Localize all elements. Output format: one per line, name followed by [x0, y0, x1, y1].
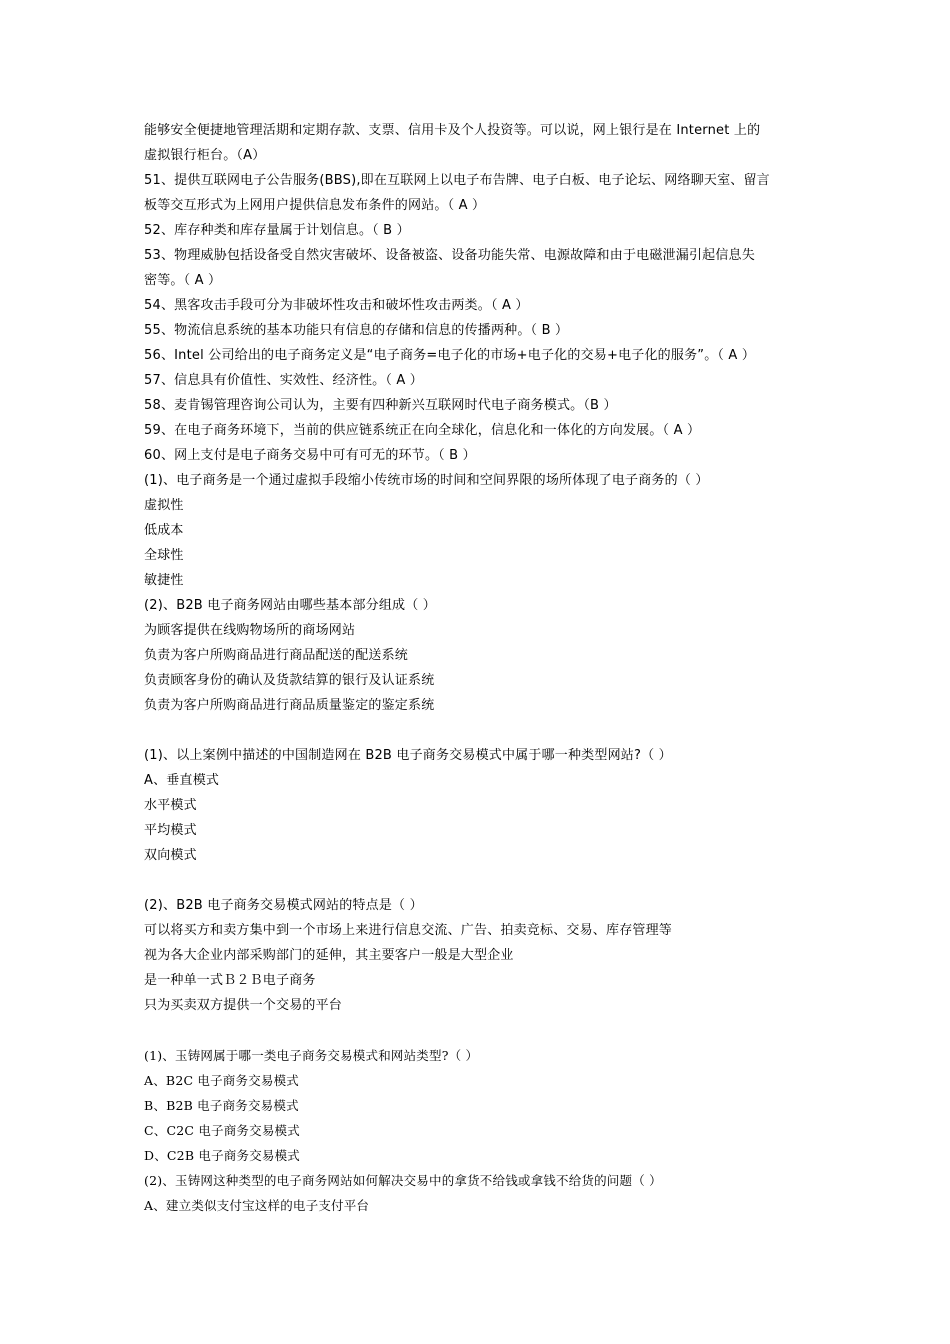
option-line: 负责为客户所购商品进行商品质量鉴定的鉴定系统: [144, 698, 435, 713]
question-60: 60、网上支付是电子商务交易中可有可无的环节。（ B ）: [144, 448, 476, 463]
option-line: 敏捷性: [144, 573, 184, 588]
option-line: 双向模式: [144, 848, 197, 863]
option-line: 低成本: [144, 523, 184, 538]
choice-question: (1)、电子商务是一个通过虚拟手段缩小传统市场的时间和空间界限的场所体现了电子商务的（ ）: [144, 473, 709, 488]
option-line: 虚拟性: [144, 498, 184, 513]
option-line: A、垂直模式: [144, 773, 220, 788]
choice-question: (2)、B2B 电子商务网站由哪些基本部分组成（ ）: [144, 598, 436, 613]
choice-question: (2)、B2B 电子商务交易模式网站的特点是（ ）: [144, 898, 423, 913]
question-59: 59、在电子商务环境下，当前的供应链系统正在向全球化，信息化和一体化的方向发展。（ A ）: [144, 423, 701, 438]
blank-line: [144, 868, 814, 893]
question-55: 55、物流信息系统的基本功能只有信息的存储和信息的传播两种。（ B ）: [144, 323, 569, 338]
option-line: 为顾客提供在线购物场所的商场网站: [144, 623, 356, 638]
choice-question: (1)、玉铸网属于哪一类电子商务交易模式和网站类型?（ ）: [144, 1048, 479, 1063]
option-line: A、建立类似支付宝这样的电子支付平台: [144, 1198, 370, 1213]
question-51: 51、提供互联网电子公告服务(BBS),即在互联网上以电子布告牌、电子白板、电子论坛、网络聊天室、留言: [144, 173, 770, 188]
text-line: 密等。（ A ）: [144, 273, 222, 288]
option-line: 只为买卖双方提供一个交易的平台: [144, 998, 343, 1013]
question-53: 53、物理威胁包括设备受自然灾害破坏、设备被盗、设备功能失常、电源故障和由于电磁泄漏引起信息失: [144, 248, 755, 263]
option-line: 视为各大企业内部采购部门的延伸，其主要客户一般是大型企业: [144, 948, 514, 963]
document-body: [144, 118, 814, 1218]
option-line: 可以将买方和卖方集中到一个市场上来进行信息交流、广告、拍卖竞标、交易、库存管理等: [144, 923, 673, 938]
option-line: 负责顾客身份的确认及货款结算的银行及认证系统: [144, 673, 435, 688]
option-line: A、B2C 电子商务交易模式: [144, 1073, 300, 1088]
choice-question: (2)、玉铸网这种类型的电子商务网站如何解决交易中的拿货不给钱或拿钱不给货的问题（ ）: [144, 1173, 662, 1188]
option-line: 全球性: [144, 548, 184, 563]
question-56: 56、Intel 公司给出的电子商务定义是“电子商务=电子化的市场+电子化的交易+电子化的服务”。（ A ）: [144, 348, 756, 363]
text-line: 板等交互形式为上网用户提供信息发布条件的网站。（ A ）: [144, 198, 486, 213]
option-line: 负责为客户所购商品进行商品配送的配送系统: [144, 648, 409, 663]
option-line: 是一种单一式Ｂ２Ｂ电子商务: [144, 973, 316, 988]
choice-question: (1)、以上案例中描述的中国制造网在 B2B 电子商务交易模式中属于哪一种类型网站?（ ）: [144, 748, 672, 763]
blank-line: [144, 1018, 814, 1043]
option-line: 水平模式: [144, 798, 197, 813]
option-line: B、B2B 电子商务交易模式: [144, 1098, 299, 1113]
text-line: 能够安全便捷地管理活期和定期存款、支票、信用卡及个人投资等。可以说，网上银行是在 Internet 上的: [144, 123, 761, 138]
option-line: C、C2C 电子商务交易模式: [144, 1123, 300, 1138]
question-58: 58、麦肯锡管理咨询公司认为，主要有四种新兴互联网时代电子商务模式。（B ）: [144, 398, 617, 413]
option-line: 平均模式: [144, 823, 197, 838]
text-line: 虚拟银行柜台。（A）: [144, 148, 266, 163]
question-52: 52、库存种类和库存量属于计划信息。（ B ）: [144, 223, 410, 238]
blank-line: [144, 718, 814, 743]
question-57: 57、信息具有价值性、实效性、经济性。（ A ）: [144, 373, 423, 388]
question-54: 54、黑客攻击手段可分为非破坏性攻击和破坏性攻击两类。（ A ）: [144, 298, 529, 313]
option-line: D、C2B 电子商务交易模式: [144, 1148, 300, 1163]
